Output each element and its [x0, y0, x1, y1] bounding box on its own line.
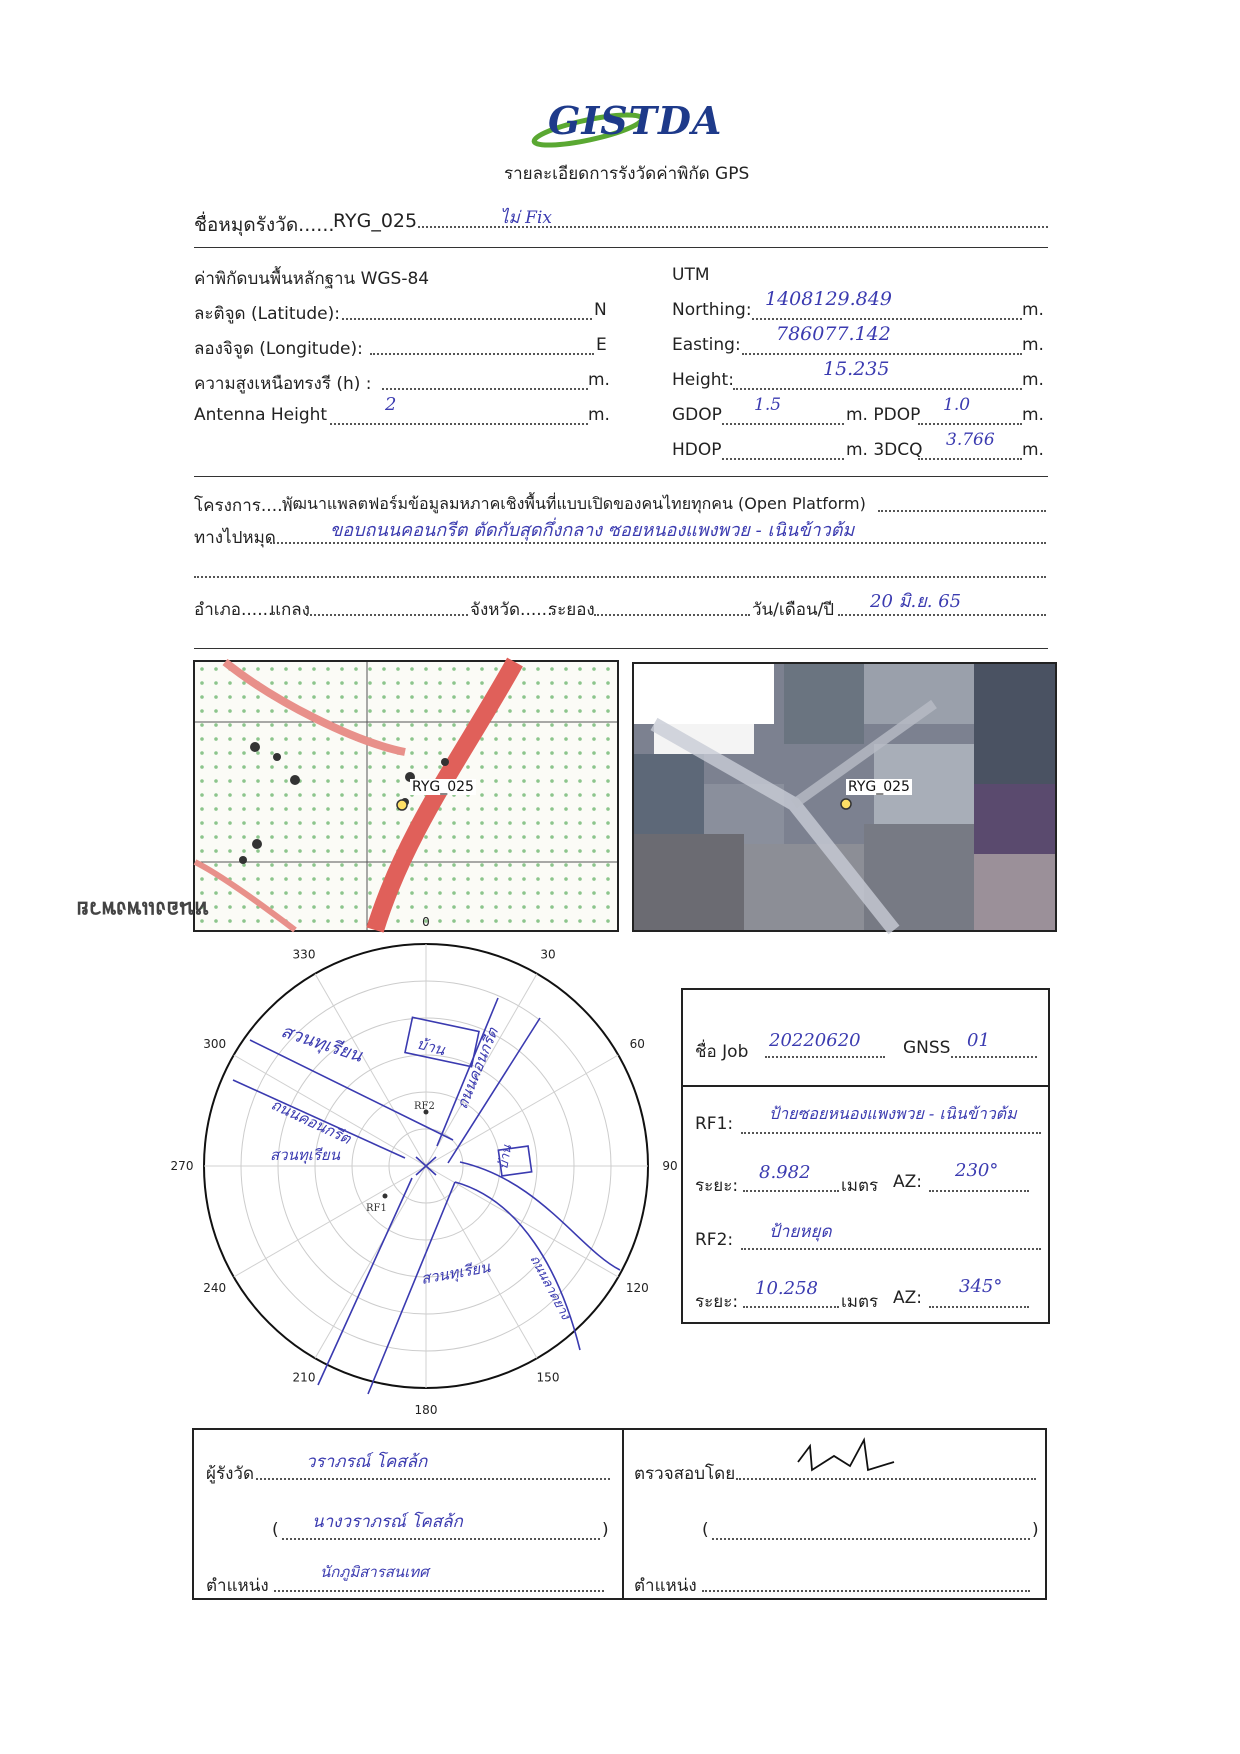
- measurer-paren-close: ): [602, 1520, 609, 1540]
- measurer-position: นักภูมิสารสนเทศ: [320, 1563, 429, 1581]
- gdop-label: GDOP: [672, 405, 722, 425]
- rf2-az-dotline: [929, 1306, 1029, 1308]
- checker-dotline: [736, 1478, 1036, 1480]
- rf1-az-label: AZ:: [893, 1172, 923, 1192]
- divider: [194, 648, 1048, 649]
- measurer-position-dotline: [274, 1590, 604, 1592]
- measurer-position-label: ตำแหน่ง: [206, 1576, 269, 1596]
- sketch-garden-2: สวนทุเรียน: [270, 1146, 340, 1164]
- rf1-az-value: 230°: [955, 1160, 999, 1181]
- rf1-label: RF1:: [695, 1114, 734, 1134]
- skyplot-degree-label: 300: [203, 1037, 227, 1051]
- easting-dotline: [742, 353, 1022, 355]
- gdop-dotline: [722, 423, 844, 425]
- sketch-house-1: บ้าน: [414, 1034, 447, 1060]
- easting-value: 786077.142: [776, 323, 891, 345]
- rf1-meter-label: เมตร: [841, 1176, 879, 1196]
- date-label: วัน/เดือน/ปี: [752, 600, 835, 620]
- hdop-dotline: [722, 458, 844, 460]
- skyplot-spoke: [315, 1166, 426, 1358]
- rf2-dist-label: ระยะ:: [695, 1292, 739, 1312]
- rf1-value: ป้ายซอยหนองแพงพวย - เนินข้าวต้ม: [769, 1104, 1017, 1123]
- rf2-dist-value: 10.258: [755, 1278, 818, 1299]
- lat-dotline: [342, 318, 592, 320]
- map-town-name: หนองแพงพวย: [76, 896, 209, 921]
- utm-height-label: Height:: [672, 370, 734, 390]
- lon-label: ลองจิจูด (Longitude):: [194, 339, 363, 359]
- province-dotline: [594, 614, 750, 616]
- page-subtitle: รายละเอียดการรังวัดค่าพิกัด GPS: [504, 164, 750, 184]
- measurer-paren-open: (: [272, 1520, 279, 1540]
- date-value: 20 มิ.ย. 65: [870, 591, 962, 612]
- rf2-az-value: 345°: [959, 1276, 1003, 1297]
- rf2-az-label: AZ:: [893, 1288, 923, 1308]
- antenna-label: Antenna Height: [194, 405, 328, 425]
- sketch-road-2: ถนนคอนกรีต: [268, 1095, 354, 1148]
- sat-station-label: RYG_025: [848, 779, 910, 795]
- height-label: ความสูงเหนือทรงรี (h) :: [194, 374, 372, 394]
- rf2-meter-label: เมตร: [841, 1292, 879, 1312]
- sketch-road-1: ถนนคอนกรีต: [453, 1025, 502, 1112]
- lat-label: ละติจูด (Latitude):: [194, 304, 340, 324]
- measurer-dotline: [256, 1478, 610, 1480]
- lon-unit: E: [596, 335, 607, 355]
- gnss-dotline: [951, 1056, 1037, 1058]
- skyplot-degree-label: 210: [292, 1370, 316, 1385]
- logo-text: GISTDA: [548, 98, 723, 143]
- dcq-value: 3.766: [946, 430, 995, 450]
- checker-label: ตรวจสอบโดย: [634, 1464, 736, 1484]
- station-note: ไม่ Fix: [500, 208, 552, 228]
- rf1-az-dotline: [929, 1190, 1029, 1192]
- project-value: พัฒนาแพลตฟอร์มข้อมูลมหภาคเชิงพื้นที่แบบเปิดของคนไทยทุกคน (Open Platform): [282, 494, 866, 513]
- measurer-signature: วราภรณ์ โคสล้ก: [306, 1452, 428, 1472]
- gnss-label: GNSS: [903, 1038, 951, 1058]
- station-label: ชื่อหมุดรังวัด......: [194, 214, 335, 236]
- divider: [194, 247, 1048, 248]
- height-dotline: [382, 388, 588, 390]
- wgs-title: ค่าพิกัดบนพื้นหลักฐาน WGS-84: [194, 269, 430, 289]
- signoff-divider: [622, 1430, 624, 1598]
- job-label: ชื่อ Job: [695, 1042, 749, 1062]
- measurer-full-name: นางวราภรณ์ โคสล้ก: [312, 1512, 463, 1532]
- rf2-value: ป้ายหยุด: [769, 1222, 832, 1242]
- northing-value: 1408129.849: [765, 288, 892, 310]
- sketch-rf1: RF1: [366, 1203, 387, 1214]
- job-dotline: [765, 1056, 885, 1058]
- skyplot-degree-label: 90: [662, 1159, 678, 1173]
- dcq-dotline: [918, 458, 1022, 460]
- lon-dotline: [370, 353, 594, 355]
- skyplot-degree-label: 180: [414, 1403, 438, 1417]
- gdop-value: 1.5: [754, 395, 782, 415]
- map-station-label: RYG_025: [412, 779, 474, 795]
- skyplot-degree-label: 0: [422, 915, 430, 929]
- sketch-garden-3: สวนทุเรียน: [419, 1258, 492, 1288]
- sketch-road-3: ถนนลาดยาง: [526, 1252, 573, 1323]
- sketch-rf2: RF2: [414, 1101, 435, 1112]
- rf1-point: [383, 1194, 388, 1199]
- project-dotline: [878, 510, 1046, 512]
- antenna-value: 2: [385, 394, 397, 415]
- dcq-unit: m.: [1022, 440, 1044, 460]
- checker-position-dotline: [702, 1590, 1030, 1592]
- divider: [194, 476, 1048, 477]
- skyplot-degree-label: 270: [170, 1159, 194, 1173]
- easting-unit: m.: [1022, 335, 1044, 355]
- easting-label: Easting:: [672, 335, 741, 355]
- rf2-label: RF2:: [695, 1230, 734, 1250]
- northing-unit: m.: [1022, 300, 1044, 320]
- skyplot-degree-label: 60: [629, 1037, 645, 1051]
- rf1-dist-value: 8.982: [759, 1162, 811, 1183]
- skyplot-degree-label: 330: [292, 947, 316, 962]
- skyplot-degree-label: 240: [203, 1281, 227, 1295]
- checker-signature: [794, 1436, 904, 1478]
- rf1-dist-dotline: [743, 1190, 839, 1192]
- height-unit: m.: [588, 370, 610, 390]
- signoff-box: [192, 1428, 1047, 1600]
- utm-title: UTM: [672, 265, 710, 285]
- northing-dotline: [752, 318, 1022, 320]
- checker-name-dotline: [712, 1538, 1030, 1540]
- sketch-garden-1: สวนทุเรียน: [278, 1020, 365, 1067]
- province-value: ระยอง: [548, 600, 595, 620]
- antenna-unit: m.: [588, 405, 610, 425]
- district-dotline: [306, 614, 468, 616]
- hdop-label: HDOP: [672, 440, 722, 460]
- sketch-house-2: บ้าน: [496, 1144, 516, 1171]
- utm-height-unit: m.: [1022, 370, 1044, 390]
- measurer-full-dotline: [282, 1538, 600, 1540]
- pdop-dotline: [918, 423, 1022, 425]
- checker-paren-open: (: [702, 1520, 709, 1540]
- job-box-divider: [683, 1085, 1050, 1087]
- route-label: ทางไปหมุด: [194, 528, 276, 548]
- project-label: โครงการ......: [194, 496, 294, 516]
- utm-height-value: 15.235: [823, 358, 890, 380]
- route-value: ขอบถนนคอนกรีต ตัดกับสุดกึ่งกลาง ซอยหนองแพงพวย - เนินข้าวต้ม: [330, 520, 855, 541]
- measurer-label: ผู้รังวัด: [206, 1464, 254, 1484]
- job-value: 20220620: [769, 1030, 861, 1051]
- skyplot-degree-label: 120: [625, 1281, 649, 1295]
- skyplot-spoke: [426, 1055, 618, 1166]
- skyplot-degree-label: 150: [536, 1370, 560, 1385]
- dcq-label: m. 3DCQ: [846, 440, 923, 460]
- pdop-value: 1.0: [943, 395, 971, 415]
- route-dotline-2: [194, 576, 1046, 578]
- satellite-image: [632, 662, 1057, 932]
- rf2-dist-dotline: [743, 1306, 839, 1308]
- province-label: จังหวัด......: [470, 600, 553, 620]
- skyplot-spoke: [234, 1166, 426, 1277]
- northing-label: Northing:: [672, 300, 752, 320]
- station-marker: [397, 800, 407, 810]
- district-label: อำเภอ......: [194, 600, 274, 620]
- logo: [528, 94, 723, 156]
- station-name: RYG_025: [333, 210, 418, 232]
- sat-station-marker: [841, 799, 851, 809]
- skyplot-degree-label: 30: [540, 947, 556, 962]
- lat-unit: N: [594, 300, 607, 320]
- utm-height-dotline: [733, 388, 1022, 390]
- checker-position-label: ตำแหน่ง: [634, 1576, 697, 1596]
- pdop-label: m. PDOP: [846, 405, 921, 425]
- antenna-dotline: [330, 423, 588, 425]
- skyplot: [160, 915, 678, 1420]
- checker-paren-close: ): [1032, 1520, 1039, 1540]
- rf1-dist-label: ระยะ:: [695, 1176, 739, 1196]
- topo-map: [76, 660, 619, 932]
- district-value: แกลง: [270, 600, 310, 620]
- rf1-dotline: [741, 1132, 1041, 1134]
- job-box: [681, 988, 1050, 1324]
- pdop-unit: m.: [1022, 405, 1044, 425]
- rf2-dotline: [741, 1248, 1041, 1250]
- gnss-value: 01: [967, 1030, 990, 1051]
